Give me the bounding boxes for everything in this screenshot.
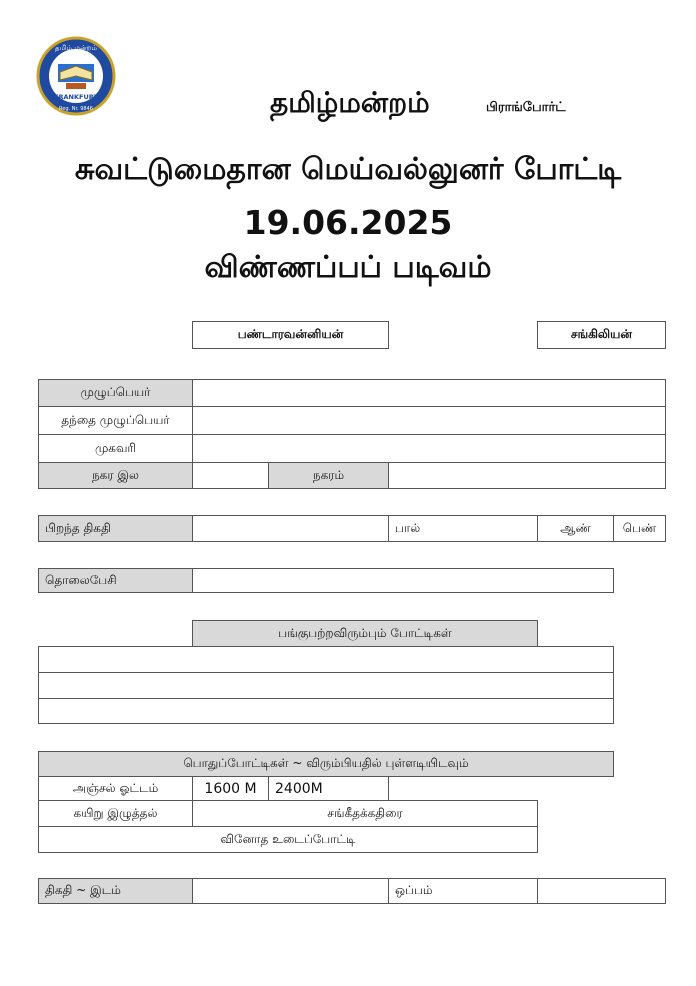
gender-male-option[interactable]: ஆண் xyxy=(537,515,614,542)
event-row-1[interactable] xyxy=(38,646,614,673)
full-name-field[interactable] xyxy=(192,379,666,407)
events-header: பங்குபற்றவிரும்பும் போட்டிகள் xyxy=(192,620,538,647)
date-place-label: திகதி ~ இடம் xyxy=(38,878,193,904)
event-date: 19.06.2025 xyxy=(243,203,453,242)
postal-code-label: நகர இல xyxy=(38,462,193,489)
logo-reg: Reg. Nr. 9846 xyxy=(59,106,93,112)
team-option-sankiliyan[interactable]: சங்கிலியன் xyxy=(537,321,666,349)
relay-label: அஞ்சல் ஓட்டம் xyxy=(38,776,193,801)
tug-of-war-option[interactable]: கயிறு இழுத்தல் xyxy=(38,800,193,827)
address-field[interactable] xyxy=(192,434,666,463)
event-row-2[interactable] xyxy=(38,672,614,699)
relay-2400-option[interactable]: 2400M xyxy=(268,776,389,801)
general-events-header: பொதுப்போட்டிகள் ~ விரும்பியதில் புள்ளடியிடவும் xyxy=(38,751,614,777)
signature-label: ஒப்பம் xyxy=(388,878,538,904)
brand-sub: பிராங்போர்ட் xyxy=(486,100,566,115)
event-row-3[interactable] xyxy=(38,698,614,724)
full-name-label: முழுப்பெயர் xyxy=(38,379,193,407)
dob-label: பிறந்த திகதி xyxy=(38,515,193,542)
relay-1600-option[interactable]: 1600 M xyxy=(192,776,269,801)
musical-chairs-option[interactable]: சங்கீதக்கதிரை xyxy=(192,800,538,827)
city-field[interactable] xyxy=(388,462,666,489)
logo-text-top: தமிழ் மன்றம் xyxy=(54,44,98,52)
dob-field[interactable] xyxy=(192,515,389,542)
form-title: சுவட்டுமைதான மெய்வல்லுனர் போட்டி xyxy=(74,152,622,187)
phone-field[interactable] xyxy=(192,568,614,593)
city-label: நகரம் xyxy=(268,462,389,489)
gender-label: பால் xyxy=(388,515,538,542)
club-logo xyxy=(36,36,116,116)
address-label: முகவரி xyxy=(38,434,193,463)
signature-field[interactable] xyxy=(537,878,666,904)
father-name-field[interactable] xyxy=(192,406,666,435)
team-option-pandaravanniyan[interactable]: பண்டாரவன்னியன் xyxy=(192,321,389,349)
date-place-field[interactable] xyxy=(192,878,389,904)
fancy-dress-option[interactable]: வினோத உடைப்போட்டி xyxy=(38,826,538,853)
gender-female-option[interactable]: பெண் xyxy=(613,515,666,542)
logo-text-bottom: FRANKFURT xyxy=(54,93,98,101)
phone-label: தொலைபேசி xyxy=(38,568,193,593)
form-subtitle: விண்ணப்பப் படிவம் xyxy=(204,250,492,285)
brand-main: தமிழ்மன்றம் xyxy=(270,86,430,119)
father-name-label: தந்தை முழுப்பெயர் xyxy=(38,406,193,435)
postal-code-field[interactable] xyxy=(192,462,269,489)
